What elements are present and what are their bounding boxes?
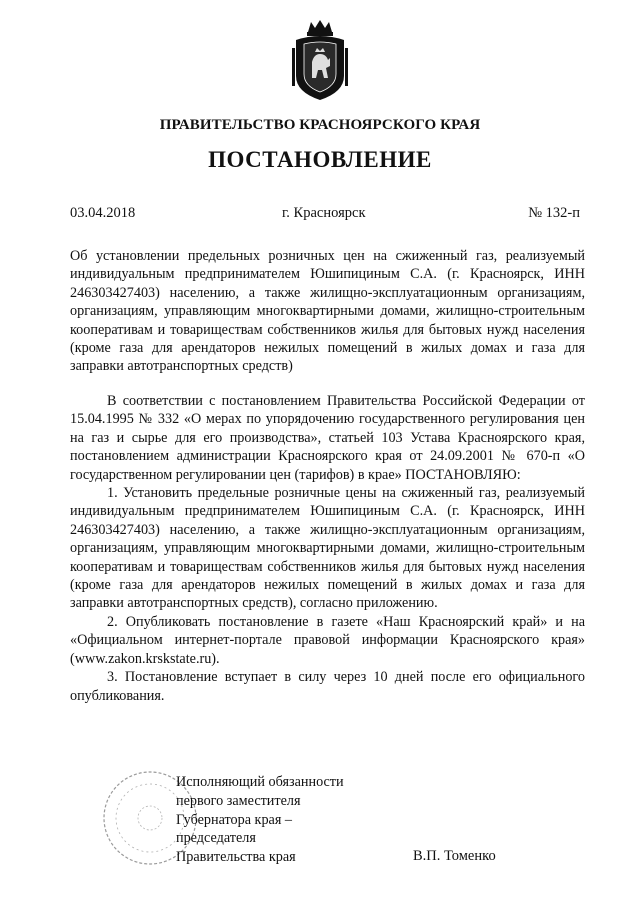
- item-3-paragraph: 3. Постановление вступает в силу через 10 дней после его официального опубликования.: [70, 669, 585, 704]
- organization-title: ПРАВИТЕЛЬСТВО КРАСНОЯРСКОГО КРАЯ: [159, 117, 481, 133]
- document-type: ПОСТАНОВЛЕНИЕ: [208, 147, 432, 172]
- document-body: [70, 392, 585, 705]
- document-number: № 132-п: [528, 205, 580, 221]
- signature-line: Исполняющий обязанности: [176, 774, 344, 790]
- signature-line: Губернатора края –: [176, 811, 293, 828]
- signature-line: первого заместителя: [176, 792, 301, 809]
- document-date: 03.04.2018: [70, 205, 136, 221]
- signature-line: Правительства края: [176, 849, 296, 866]
- preamble-paragraph: В соответствии с постановлением Правительства Российской Федерации от 15.04.1995 № 332 «О мерах по упорядочению государственного регулирования цен на газ и сырье для его производства», статьей 103 Устава Красноярского края, постановлением администрации Красноярского края от 24.09.2001 № 670-п «О государственном регулировании цен (тарифов) в крае» ПОСТАНОВЛЯЮ:: [70, 393, 585, 483]
- signer-name: В.П. Томенко: [413, 848, 496, 864]
- signature-block: [176, 773, 344, 867]
- item-2-paragraph: 2. Опубликовать постановление в газете «Наш Красноярский край» и на «Официальном интернет-портале правовой информации Красноярского края» (www.zakon.krskstate.ru).: [70, 613, 585, 667]
- item-1-paragraph: 1. Установить предельные розничные цены на сжиженный газ, реализуемый индивидуальным предпринимателем Юшипициным С.А. (г. Красноярск, ИНН 246303427403) населению, а также жилищно-эксплуатационным организациям, организациям, управляющим многоквартирными домами, жилищно-строительным кооперативам и товариществам собственников жилья для бытовых нужд населения (кроме газа для арендаторов нежилых помещений в жилых домах и газа для заправки автотранспортных средств), согласно приложению.: [70, 485, 585, 612]
- document-city: г. Красноярск: [282, 205, 366, 221]
- document-subject: Об установлении предельных розничных цен на сжиженный газ, реализуемый индивидуальным предпринимателем Юшипициным С.А. (г. Красноярск, ИНН 246303427403) населению, а также жилищно-эксплуатационным организациям, организациям, управляющим многоквартирными домами, жилищно-строительным кооперативам и товариществам собственников жилья для бытовых нужд населения (кроме газа для арендаторов нежилых помещений в жилых домах и газа для заправки автотранспортных средств): [70, 248, 585, 375]
- coat-of-arms-icon: [290, 18, 350, 102]
- signature-line: председателя: [176, 830, 256, 847]
